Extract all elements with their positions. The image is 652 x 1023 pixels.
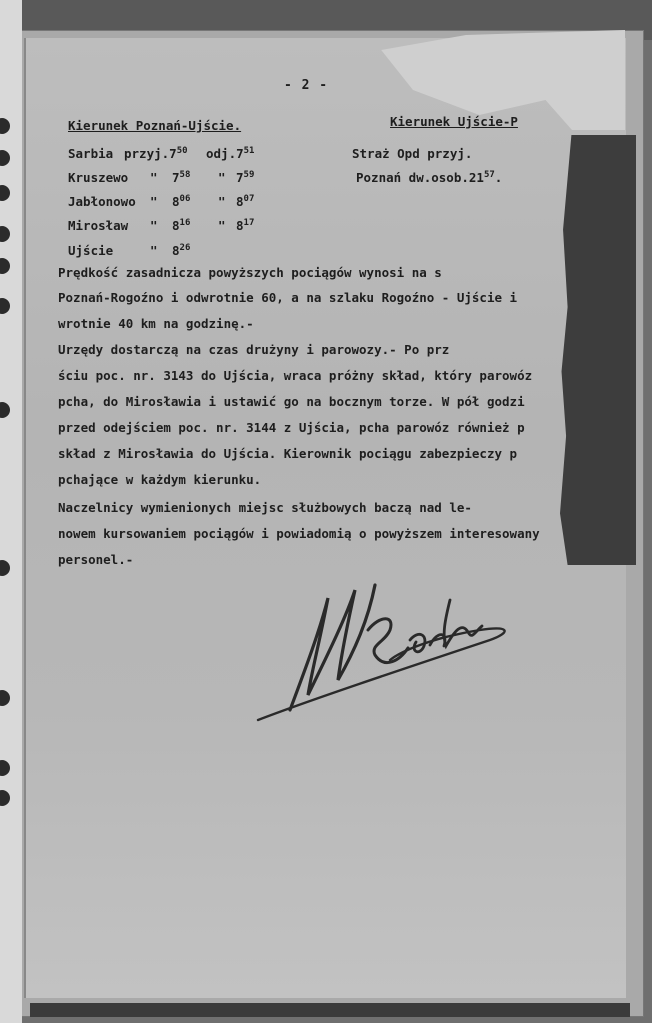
body-line: nowem kursowaniem pociągów i powiadomią o powyższem interesowany [58,526,540,541]
right-row-2: Poznań $dw.osob.21^{57}$. [356,170,503,186]
binder-hole [0,258,10,274]
ditto-mark: " [150,218,158,233]
arrival-time: $8^{16}$ [172,218,191,234]
ditto-mark: " [218,218,226,233]
torn-edge [560,135,636,565]
left-direction-heading: Kierunek Poznań-Ujście. [68,118,242,133]
binder-hole [0,185,10,201]
departure-time: $7^{59}$ [236,170,255,186]
page-number: - 2 - [284,78,329,93]
ditto-mark: " [218,170,226,185]
binder-hole [0,790,10,806]
binder-hole [0,118,10,134]
binder-strip [0,0,22,1023]
body-line: pcha, do Mirosławia i ustawić go na bocznym torze. W pół godzi [58,394,525,409]
station-name: Kruszewo [68,170,129,185]
binder-hole [0,760,10,776]
binder-hole [0,150,10,166]
ditto-mark: " [150,243,158,258]
departure-time: $8^{17}$ [236,218,255,234]
arrival-time: $8^{06}$ [172,194,191,210]
ditto-mark: " [150,170,158,185]
body-line: Urzędy dostarczą na czas drużyny i parowozy.- Po prz [58,342,450,357]
station-name: Ujście [68,243,114,258]
binder-hole [0,298,10,314]
body-line: Prędkość zasadnicza powyższych pociągów wynosi na s [58,265,442,280]
station-name: Mirosław [68,218,129,233]
right-row-1: Straż Opd przyj. [352,146,473,161]
binder-hole [0,690,10,706]
binder-hole [0,402,10,418]
body-line: Naczelnicy wymienionych miejsc służbowych baczą nad le- [58,500,472,515]
bottom-edge-shadow [30,1003,630,1017]
body-line: przed odejściem poc. nr. 3144 z Ujścia, pcha parowóz również p [58,420,525,435]
body-line: skład z Mirosławia do Ujścia. Kierownik pociągu zabezpieczy p [58,446,518,461]
arrival-time: $przyj.7^{50}$ [124,146,188,162]
departure-time: $odj.7^{51}$ [206,146,255,162]
departure-time: $8^{07}$ [236,194,255,210]
handwritten-signature [250,560,520,730]
body-line: Poznań-Rogoźno i odwrotnie 60, a na szlaku Rogoźno - Ujście i [58,290,518,305]
body-line: wrotnie 40 km na godzinę.- [58,316,254,331]
binder-hole [0,226,10,242]
arrival-time: $7^{58}$ [172,170,191,186]
binder-hole [0,560,10,576]
station-name: Jabłonowo [68,194,136,209]
ditto-mark: " [150,194,158,209]
body-line: pchające w każdym kierunku. [58,472,262,487]
right-direction-heading: Kierunek Ujście-P [390,114,518,129]
body-line: ściu poc. nr. 3143 do Ujścia, wraca próżny skład, który parowóz [58,368,533,383]
body-line: personel.- [58,552,134,567]
arrival-time: $8^{26}$ [172,243,191,259]
ditto-mark: " [218,194,226,209]
station-name: Sarbia [68,146,114,161]
